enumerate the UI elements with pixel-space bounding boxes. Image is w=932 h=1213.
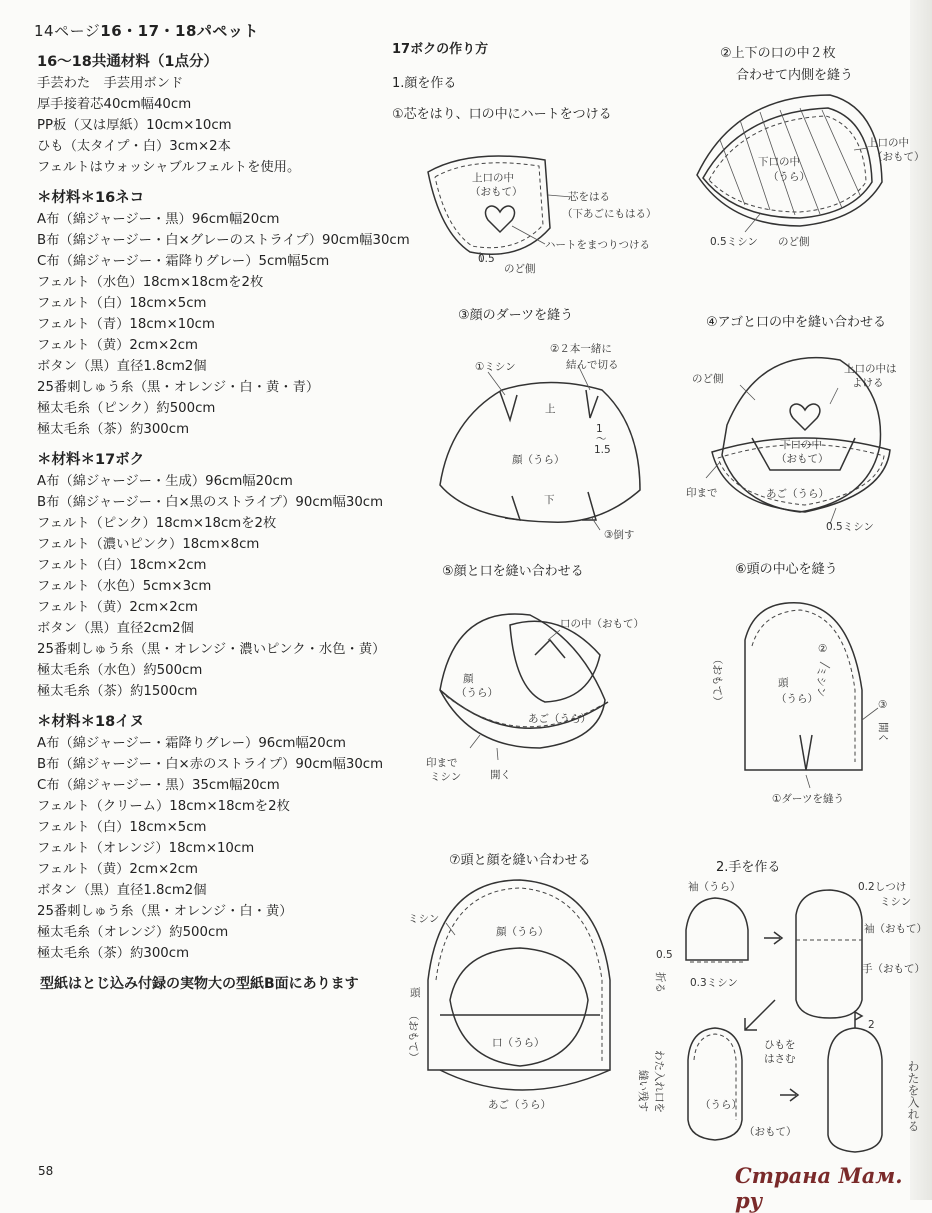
step3-label: ②２本一緒に xyxy=(550,343,612,355)
boku-item: フェルト（ピンク）18cm×18cmを2枚 xyxy=(37,516,277,531)
step6-label: ② xyxy=(818,643,828,655)
common-item: ひも（太タイプ・白）3cm×2本 xyxy=(37,139,231,154)
hands-label: 2 xyxy=(868,1019,875,1031)
step4-label: のど側 xyxy=(692,373,724,385)
hands-label: 袖（うら） xyxy=(688,881,741,893)
inu-item: 極太毛糸（オレンジ）約500cm xyxy=(37,925,229,940)
step4-label: 0.5ミシン xyxy=(826,521,874,533)
hands-label: 0.2しつけ xyxy=(858,881,907,893)
step1-label: 芯をはる xyxy=(568,191,610,203)
watermark: Страна Мам. ру xyxy=(735,1163,903,1213)
heart-icon xyxy=(485,206,514,232)
hand-finished xyxy=(828,1028,882,1152)
step5-title: ⑤顔と口を縫い合わせる xyxy=(442,564,584,579)
arrow-right-icon xyxy=(764,932,782,944)
step1-label: 上口の中 xyxy=(472,172,514,184)
neko-item: フェルト（青）18cm×10cm xyxy=(37,317,215,332)
step2-label: のど側 xyxy=(778,236,810,248)
step3-dart xyxy=(582,492,596,520)
step6-diagram xyxy=(711,603,889,805)
inu-item: ボタン（黒）直径1.8cm2個 xyxy=(37,883,207,898)
step2-title-line1: ②上下の口の中２枚 xyxy=(720,46,836,61)
hands-label: 0.5 xyxy=(656,949,673,961)
step2-diagram xyxy=(697,95,925,248)
step6-label: ①ダーツを縫う xyxy=(772,793,844,805)
step3-dart xyxy=(586,390,598,418)
step6-label: 開く xyxy=(877,722,889,743)
hands-label: ミシン xyxy=(880,896,912,908)
step7-label: あご（うら） xyxy=(488,1099,551,1111)
hands-label: 手（おもて） xyxy=(862,963,925,975)
step1-label: のど側 xyxy=(504,263,536,275)
hands-label: 袖（おもて） xyxy=(864,923,927,935)
step4-label: 上口の中は xyxy=(844,363,897,375)
inu-item: フェルト（クリーム）18cm×18cmを2枚 xyxy=(37,799,290,814)
hands-label: 縫い残す xyxy=(637,1070,649,1112)
neko-item: フェルト（白）18cm×5cm xyxy=(37,296,207,311)
page-number: 58 xyxy=(38,1164,54,1178)
boku-item: フェルト（濃いピンク）18cm×8cm xyxy=(37,537,260,552)
common-item: 厚手接着芯40cm幅40cm xyxy=(37,97,192,112)
inu-item: 25番刺しゅう糸（黒・オレンジ・白・黄） xyxy=(37,904,293,919)
step5-label: ミシン xyxy=(430,771,462,783)
step6-label: （おもて） xyxy=(711,654,723,707)
step2-label: 下口の中 xyxy=(758,156,800,168)
step5-label: 開く xyxy=(490,769,511,781)
neko-item: フェルト（黄）2cm×2cm xyxy=(37,338,199,353)
boku-item: フェルト（白）18cm×2cm xyxy=(37,558,207,573)
step7-jaw-edge xyxy=(440,1070,610,1090)
boku-item: B布（綿ジャージー・白×黒のストライプ）90cm幅30cm xyxy=(37,495,384,510)
step6-label: ミシン xyxy=(815,666,827,698)
step7-label: ミシン xyxy=(408,913,440,925)
hands-label: （うら） xyxy=(700,1099,742,1111)
step1-label: ハートをまつりつける xyxy=(545,239,650,251)
hands-label: 折る xyxy=(654,972,666,993)
step4-diagram xyxy=(686,358,897,533)
step6-seam-line xyxy=(752,610,855,762)
step3-diagram xyxy=(440,342,640,541)
step7-label: （おもて） xyxy=(407,1010,419,1063)
step3-dart xyxy=(505,496,520,520)
step6-label: 頭 xyxy=(778,677,789,689)
neko-item: B布（綿ジャージー・白×グレーのストライプ）90cm幅30cm xyxy=(37,233,410,248)
neko-item: ボタン（黒）直径1.8cm2個 xyxy=(37,359,207,374)
step4-label: 下口の中 xyxy=(780,439,822,451)
boku-item: A布（綿ジャージー・生成）96cm幅20cm xyxy=(37,474,293,489)
boku-item: 25番刺しゅう糸（黒・オレンジ・濃いピンク・水色・黄） xyxy=(37,642,386,657)
inu-item: 極太毛糸（茶）約300cm xyxy=(37,946,190,961)
step5-fold xyxy=(535,640,565,658)
step1-mouth-shape xyxy=(428,156,550,254)
step5-label: 印まで xyxy=(426,757,458,769)
step3-label: 1 xyxy=(596,423,603,435)
step7-label: 頭 xyxy=(410,987,421,999)
neko-item: C布（綿ジャージー・霜降りグレー）5cm幅5cm xyxy=(37,254,330,269)
boku-item: 極太毛糸（水色）約500cm xyxy=(37,663,203,678)
hands-label: わた入れ口を xyxy=(653,1050,665,1113)
hands-label: （おもて） xyxy=(744,1126,797,1138)
boku-materials-heading: ＊材料＊17ボク xyxy=(37,452,145,468)
step1-diagram xyxy=(428,156,657,275)
step2-title-line2: 合わせて内側を縫う xyxy=(736,68,854,83)
step5-mouth-opening xyxy=(510,621,600,702)
step1-label: （下あごにもはる） xyxy=(562,208,657,220)
inu-item: フェルト（オレンジ）18cm×10cm xyxy=(37,841,255,856)
step4-label: よける xyxy=(852,377,884,389)
neko-item: A布（綿ジャージー・黒）96cm幅20cm xyxy=(37,212,280,227)
step5-label: 口の中（おもて） xyxy=(560,618,644,630)
step3-label: 1.5 xyxy=(594,444,611,456)
inu-materials-heading: ＊材料＊18イヌ xyxy=(37,714,145,730)
step3-label: ③倒す xyxy=(604,529,635,541)
hand-piece xyxy=(796,890,862,1018)
inu-item: フェルト（黄）2cm×2cm xyxy=(37,862,199,877)
common-materials-heading: 16～18共通材料（1点分） xyxy=(37,54,218,70)
step6-head xyxy=(745,603,862,770)
step5-label: あご（うら） xyxy=(528,713,591,725)
step7-title: ⑦頭と顔を縫い合わせる xyxy=(449,853,591,868)
step3-label: 下 xyxy=(544,494,555,506)
step2-label: 0.5ミシン xyxy=(710,236,758,248)
step4-label: あご（うら） xyxy=(766,488,829,500)
step2-label: （おもて） xyxy=(872,151,925,163)
step7-diagram xyxy=(407,880,610,1111)
step1-label: （おもて） xyxy=(470,186,523,198)
pattern-note: 型紙はとじ込み付録の実物大の型紙B面にあります xyxy=(40,976,359,992)
arrow-right-icon xyxy=(780,1089,798,1101)
boku-item: フェルト（黄）2cm×2cm xyxy=(37,600,199,615)
boku-item: フェルト（水色）5cm×3cm xyxy=(37,579,212,594)
page-header-title: 16・17・18パペット xyxy=(100,22,259,40)
step4-title: ④アゴと口の中を縫い合わせる xyxy=(706,315,887,330)
step2-label: （うら） xyxy=(768,171,810,183)
step7-label: 顔（うら） xyxy=(496,926,549,938)
section-hands-title: 2.手を作る xyxy=(716,860,781,875)
step4-label: 印まで xyxy=(686,487,718,499)
common-item: 手芸わた 手芸用ボンド xyxy=(37,76,184,91)
neko-item: フェルト（水色）18cm×18cmを2枚 xyxy=(37,275,264,290)
boku-item: 極太毛糸（茶）約1500cm xyxy=(37,684,198,699)
step1-label: 0.5 xyxy=(478,253,495,265)
step3-label: 顔（うら） xyxy=(512,454,565,466)
hand-sewn xyxy=(688,1028,742,1140)
step6-label: ③ xyxy=(878,699,888,711)
inu-item: C布（綿ジャージー・黒）35cm幅20cm xyxy=(37,778,280,793)
tag-icon xyxy=(855,1012,862,1028)
step5-label: （うら） xyxy=(456,687,498,699)
step6-dart xyxy=(800,735,812,770)
step3-title: ③顔のダーツを縫う xyxy=(458,308,574,323)
neko-materials-heading: ＊材料＊16ネコ xyxy=(37,190,145,206)
boku-item: ボタン（黒）直径2cm2個 xyxy=(37,621,194,636)
step1-title: ①芯をはり、口の中にハートをつける xyxy=(392,107,612,122)
step6-title: ⑥頭の中心を縫う xyxy=(735,562,838,577)
arrow-down-left-icon xyxy=(745,1000,775,1030)
step3-dart xyxy=(500,392,517,420)
step3-label: 結んで切る xyxy=(566,359,619,371)
heart-icon xyxy=(790,404,820,430)
inu-item: A布（綿ジャージー・霜降りグレー）96cm幅20cm xyxy=(37,736,346,751)
common-item: フェルトはウォッシャブルフェルトを使用。 xyxy=(37,160,301,175)
neko-item: 極太毛糸（ピンク）約500cm xyxy=(37,401,216,416)
neko-item: 極太毛糸（茶）約300cm xyxy=(37,422,190,437)
step6-label: （うら） xyxy=(776,693,818,705)
hands-label: ひもを xyxy=(764,1039,796,1051)
neko-item: 25番刺しゅう糸（黒・オレンジ・白・黄・青） xyxy=(37,380,320,395)
page-header-prefix: 14ページ xyxy=(34,22,101,40)
inu-item: フェルト（白）18cm×5cm xyxy=(37,820,207,835)
edge-text: わたを入れる xyxy=(906,1060,920,1132)
step3-label: 上 xyxy=(545,403,556,415)
instructions-title: 17ボクの作り方 xyxy=(392,42,489,57)
inu-item: B布（綿ジャージー・白×赤のストライプ）90cm幅30cm xyxy=(37,757,384,772)
section-face-title: 1.顔を作る xyxy=(392,76,457,91)
step4-label: （おもて） xyxy=(776,453,829,465)
step2-label: 上口の中 xyxy=(867,137,909,149)
step3-label: ①ミシン xyxy=(475,361,516,373)
hands-label: 0.3ミシン xyxy=(690,977,738,989)
step5-diagram xyxy=(426,614,644,783)
hands-diagram xyxy=(637,880,927,1152)
step7-label: 口（うら） xyxy=(492,1037,545,1049)
step5-label: 顔 xyxy=(463,673,474,685)
common-item: PP板（又は厚紙）10cm×10cm xyxy=(37,118,232,133)
hands-label: はさむ xyxy=(764,1053,796,1065)
sleeve-piece xyxy=(686,898,748,960)
step3-label: ～ xyxy=(596,433,607,445)
